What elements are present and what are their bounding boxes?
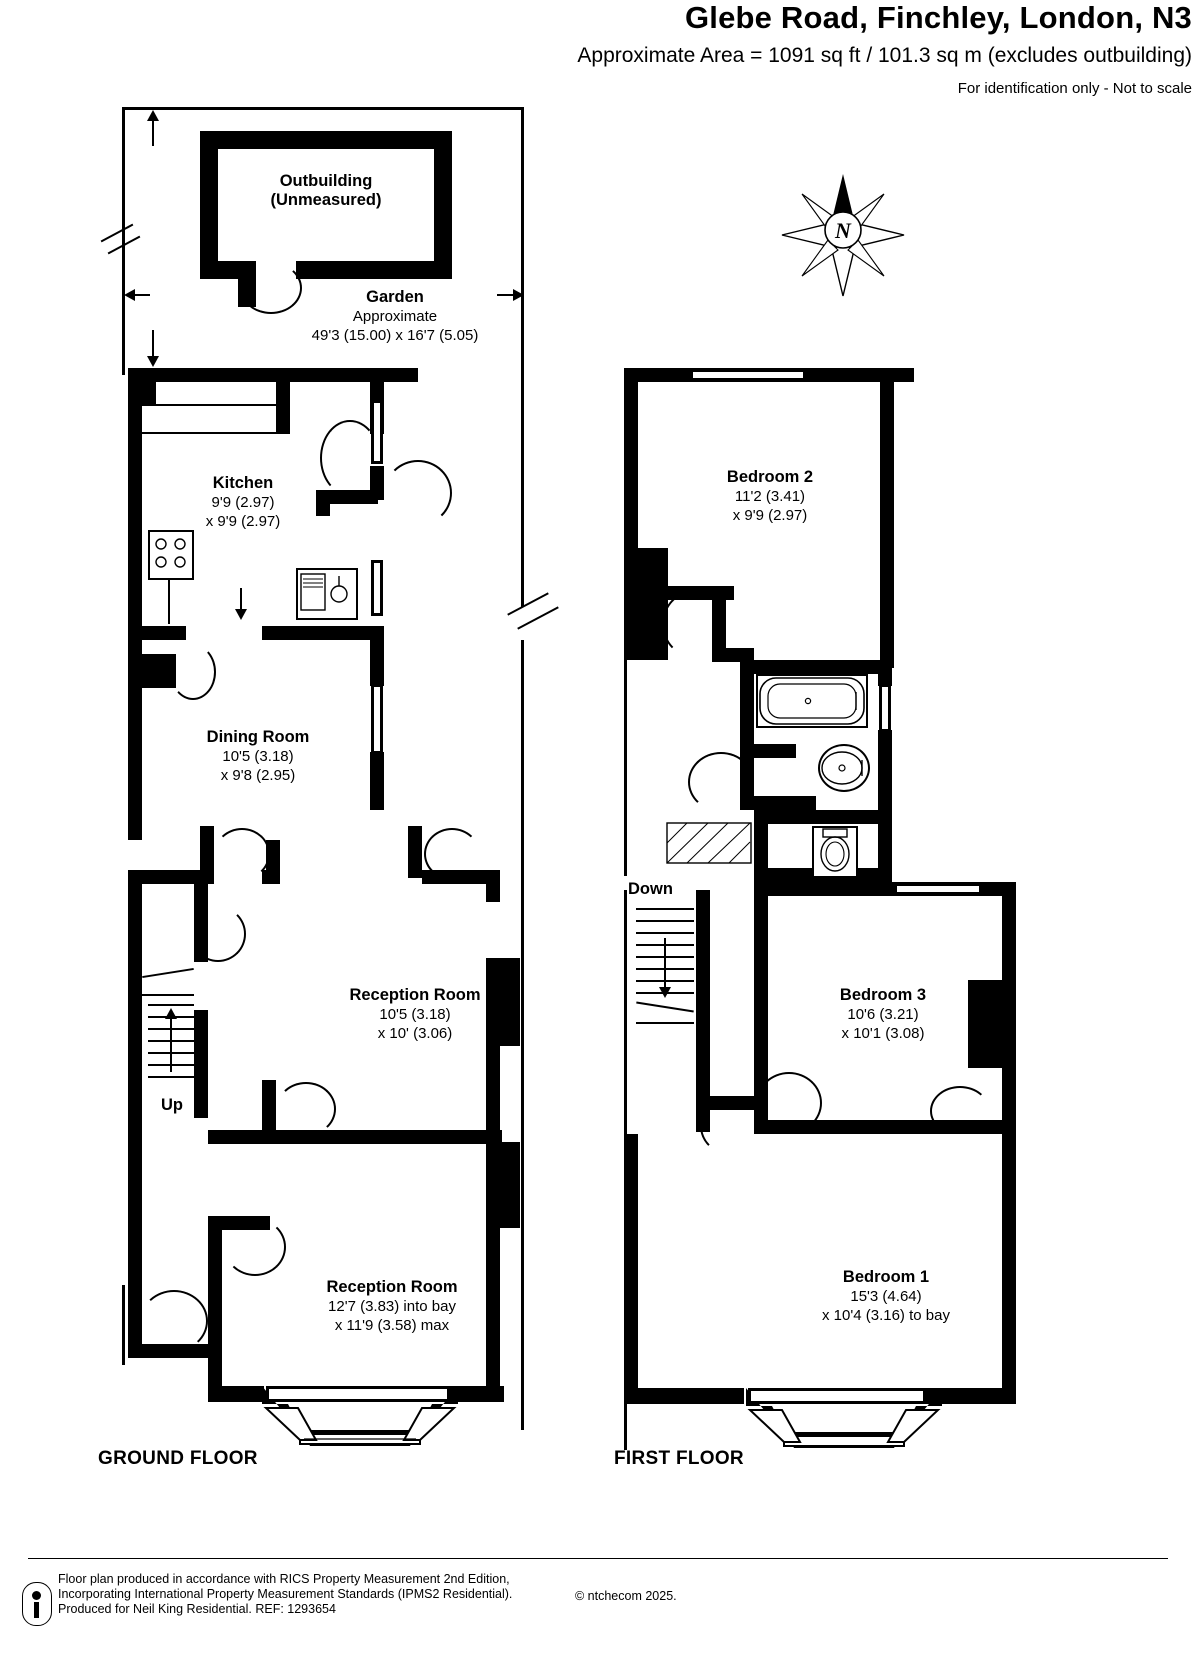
ff-bay-window-front xyxy=(748,1388,926,1404)
svg-text:N: N xyxy=(835,218,851,243)
compass-rose xyxy=(778,170,908,300)
gf-wall-kitchen-bottom-a xyxy=(128,626,186,640)
outbuilding-label xyxy=(200,172,452,210)
dining-door-arc xyxy=(170,644,216,700)
garden-wall-right xyxy=(521,107,524,607)
kitchen-oven-line xyxy=(168,580,170,624)
airing-cupboard xyxy=(666,822,752,864)
page-title: Glebe Road, Finchley, London, N3 xyxy=(684,0,1192,35)
kitchen-door-arc-2 xyxy=(384,460,452,526)
bathroom-door-arc xyxy=(688,752,754,812)
plot-wall-left-front xyxy=(122,1285,125,1365)
first-floor-label: FIRST FLOOR xyxy=(614,1448,744,1469)
kitchen-unit-right xyxy=(276,382,290,434)
garden-dims: 49'3 (15.00) x 16'7 (5.05) xyxy=(311,327,479,344)
stairs-up-text: Up xyxy=(161,1096,183,1114)
outbuilding-wall-bottom-right xyxy=(296,261,452,279)
ff-wall-b3-right-a xyxy=(1002,882,1016,980)
bedroom1-dim2: x 10'4 (3.16) to bay xyxy=(822,1307,950,1324)
bedroom2-label xyxy=(646,468,894,525)
stairs-down-text: Down xyxy=(628,880,673,898)
gf-wall-rec-mid-a xyxy=(408,826,422,878)
dining-label xyxy=(148,728,368,785)
break-mark-a xyxy=(507,592,549,615)
footer-line-3: Produced for Neil King Residential. REF: 1293654 xyxy=(58,1602,336,1616)
stair-up-arrowhead xyxy=(164,1008,178,1020)
garden-approx: Approximate xyxy=(352,308,438,325)
ff-stair-down-arrowhead xyxy=(658,986,672,998)
ff-stair-step-1 xyxy=(636,908,694,910)
bedroom2-window-rear xyxy=(690,369,806,381)
garden-dim-arrowhead-up xyxy=(146,110,160,122)
gf-wall-kitchen-bottom-b xyxy=(262,626,384,640)
bedroom1-door-arc-upper xyxy=(930,1086,990,1136)
dining-name: Dining Room xyxy=(206,728,310,746)
rec-mid-arc-top xyxy=(424,828,480,880)
reception-front-label xyxy=(272,1278,512,1335)
gf-bay-window-front xyxy=(266,1386,450,1402)
gf-wall-kitchen-left xyxy=(128,368,142,640)
reception-mid-door-arc xyxy=(276,1082,336,1136)
garden-wall-top xyxy=(122,107,524,110)
bedroom1-name: Bedroom 1 xyxy=(842,1268,930,1286)
garden-wall-left xyxy=(122,107,125,375)
stairs-up-label xyxy=(140,1096,204,1115)
ff-stair-rail xyxy=(636,1001,694,1012)
garden-dim-arrowhead-down xyxy=(146,355,160,367)
garden-label xyxy=(265,288,525,345)
ff-wall-bath-top xyxy=(740,660,892,674)
stair-step-1 xyxy=(148,1004,194,1006)
reception-mid-name: Reception Room xyxy=(349,986,481,1004)
front-reception-door-arc xyxy=(224,1218,286,1276)
gf-wall-left-lower xyxy=(128,884,142,1286)
kitchen-worktop-a xyxy=(142,404,288,406)
gf-wall-rec-right-step xyxy=(486,870,500,902)
landing-door-arc xyxy=(700,1098,756,1154)
ff-wall-b2-left-step xyxy=(624,548,668,660)
kitchen-sink xyxy=(296,568,358,620)
footer-line-2: Incorporating International Property Measurement Standards (IPMS2 Residential). xyxy=(58,1587,513,1601)
footer xyxy=(0,1558,1192,1672)
stair-up-arrow-line xyxy=(170,1014,172,1072)
gf-wall-rec-mid-right xyxy=(486,1046,500,1142)
gf-wall-dining-right-b xyxy=(370,752,384,810)
bedroom2-dim1: 11'2 (3.41) xyxy=(734,488,806,505)
bedroom3-name: Bedroom 3 xyxy=(839,986,927,1004)
dining-window xyxy=(371,684,383,754)
kitchen-dim1: 9'9 (2.97) xyxy=(211,494,275,511)
outbuilding-wall-top xyxy=(200,131,452,149)
gf-wall-hall-f xyxy=(208,1130,266,1144)
bedroom2-dim2: x 9'9 (2.97) xyxy=(732,507,808,524)
outbuilding-note: (Unmeasured) xyxy=(270,191,382,209)
ff-wall-landing-right xyxy=(696,890,710,1032)
kitchen-hob xyxy=(148,530,194,580)
gf-wall-front-rec-bay-r xyxy=(486,1142,520,1228)
reception-front-dim1: 12'7 (3.83) into bay xyxy=(328,1298,456,1315)
stair-step-7 xyxy=(148,1076,194,1078)
gf-wall-hall-b xyxy=(128,870,214,884)
ff-wall-b1-left xyxy=(624,1134,638,1402)
reception-mid-dim1: 10'5 (3.18) xyxy=(379,1006,451,1023)
stair-rail-top xyxy=(142,968,194,978)
ff-stair-step-3 xyxy=(636,932,694,934)
ff-wall-wc-top xyxy=(754,810,878,824)
bedroom2-door-arc xyxy=(662,590,728,658)
bathroom-window xyxy=(879,684,891,732)
gf-wall-dining-right-a xyxy=(370,640,384,686)
ground-floor-label: GROUND FLOOR xyxy=(98,1448,258,1469)
kitchen-window-rear xyxy=(371,560,383,616)
ff-wall-bath-bottom xyxy=(754,796,816,810)
ff-wall-bath-partition xyxy=(740,744,796,758)
kitchen-label xyxy=(148,474,338,531)
break-mark-b xyxy=(517,606,559,629)
bedroom1-label xyxy=(760,1268,1012,1325)
ff-stair-rail-2 xyxy=(636,1022,694,1024)
ff-wall-b2-left xyxy=(624,368,638,570)
kitchen-unit-corner xyxy=(142,382,156,404)
dining-dim2: x 9'8 (2.95) xyxy=(220,767,296,784)
bedroom1-dim1: 15'3 (4.64) xyxy=(850,1288,922,1305)
rics-icon xyxy=(22,1582,52,1626)
stairs-down-label xyxy=(628,880,710,899)
area-subtitle: Approximate Area = 1091 sq ft / 101.3 sq m (excludes outbuilding) xyxy=(577,44,1192,67)
scale-note: For identification only - Not to scale xyxy=(957,80,1192,97)
reception-mid-dim2: x 10' (3.06) xyxy=(377,1025,453,1042)
footer-copyright: © ntchecom 2025. xyxy=(575,1589,677,1603)
ff-wall-bath-right-b xyxy=(878,730,892,810)
reception-front-name: Reception Room xyxy=(326,1278,458,1296)
ff-wall-bath-right-a xyxy=(878,660,892,686)
garden-name: Garden xyxy=(366,288,424,306)
dining-dim1: 10'5 (3.18) xyxy=(222,748,294,765)
kitchen-name: Kitchen xyxy=(212,474,274,492)
wc-toilet xyxy=(812,826,858,878)
bedroom3-window xyxy=(894,883,982,895)
bathroom-basin xyxy=(818,744,870,792)
garden-dim-arrowhead-left xyxy=(124,288,136,302)
front-door-arc xyxy=(140,1290,208,1352)
footer-divider xyxy=(28,1558,1168,1559)
bedroom2-name: Bedroom 2 xyxy=(726,468,814,486)
stair-rail-top2 xyxy=(142,994,194,996)
kitchen-worktop-b xyxy=(142,432,288,434)
ff-stair-step-2 xyxy=(636,920,694,922)
footer-line-1: Floor plan produced in accordance with RICS Property Measurement 2nd Edition, xyxy=(58,1572,510,1586)
stair-hall-door-arc xyxy=(190,906,246,962)
dining-hall-arc xyxy=(214,828,270,880)
kitchen-dim2: x 9'9 (2.97) xyxy=(205,513,281,530)
bedroom3-dim2: x 10'1 (3.08) xyxy=(841,1025,925,1042)
break-mark-c xyxy=(101,224,134,243)
bedroom3-label xyxy=(768,986,998,1043)
bathtub xyxy=(756,674,868,728)
reception-mid-label xyxy=(300,986,530,1043)
outbuilding-name: Outbuilding xyxy=(279,172,373,190)
kitchen-dim-arrowhead xyxy=(234,608,248,620)
bedroom3-dim1: 10'6 (3.21) xyxy=(847,1006,919,1023)
gf-dining-door-jamb xyxy=(128,654,176,688)
reception-front-dim2: x 11'9 (3.58) max xyxy=(334,1317,450,1334)
bedroom3-door-arc xyxy=(756,1072,822,1134)
